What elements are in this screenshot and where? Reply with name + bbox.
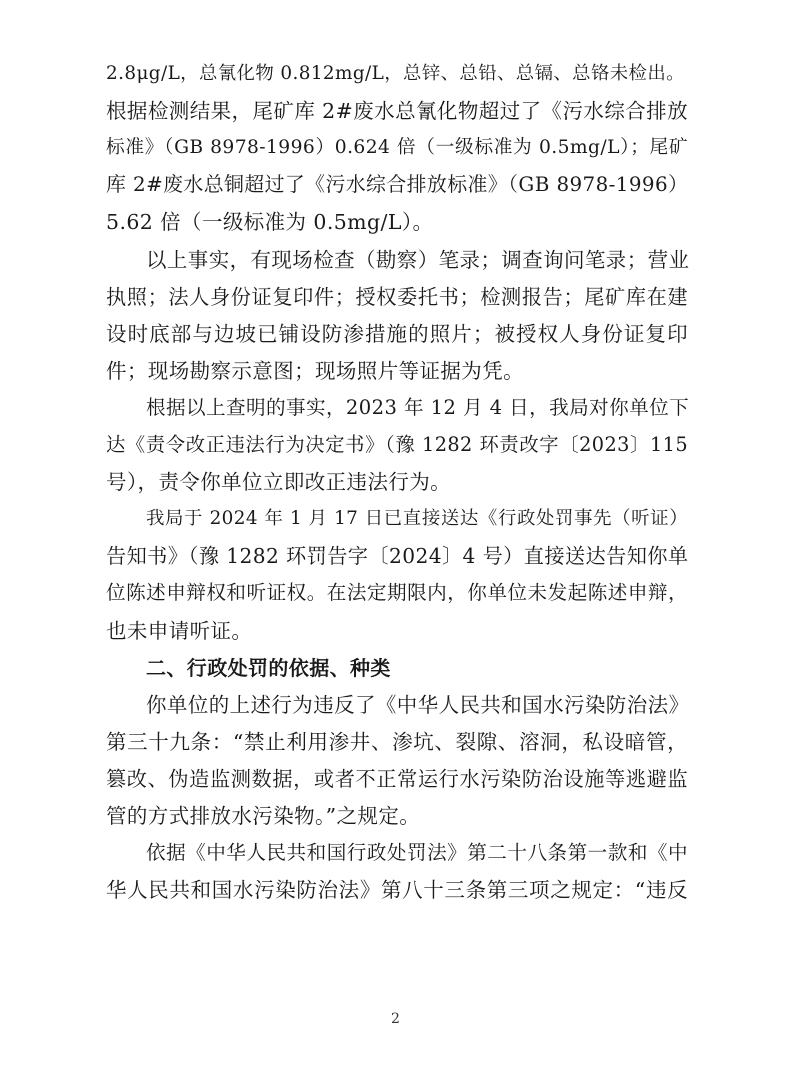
text-line: 篡改、伪造监测数据，或者不正常运行水污染防治设施等逃避监	[106, 766, 688, 791]
text-line: 根据检测结果，尾矿库 2#废水总氰化物超过了《污水综合排放	[106, 99, 688, 124]
text-line: 标准》（GB 8978-1996）0.624 倍（一级标准为 0.5mg/L）；尾矿	[106, 137, 688, 159]
text-line: 第三十九条：“禁止利用渗井、渗坑、裂隙、溶洞，私设暗管，	[106, 729, 688, 754]
text-line: 位陈述申辩权和听证权。在法定期限内，你单位未发起陈述申辩，	[106, 581, 688, 605]
text-line: 达《责令改正违法行为决定书》（豫 1282 环责改字〔2023〕115	[106, 433, 688, 456]
paragraph-first-line: 你单位的上述行为违反了《中华人民共和国水污染防治法》	[146, 692, 690, 717]
text-line: 执照；法人身份证复印件；授权委托书；检测报告；尾矿库在建	[106, 284, 688, 309]
paragraph-first-line: 根据以上查明的事实，2023 年 12 月 4 日，我局对你单位下	[146, 395, 690, 419]
paragraph-first-line: 我局于 2024 年 1 月 17 日已直接送达《行政处罚事先（听证）	[146, 508, 688, 530]
page-number: 2	[391, 1011, 400, 1027]
text-line: 华人民共和国水污染防治法》第八十三条第三项之规定：“违反	[106, 878, 688, 903]
text-line: 5.62 倍（一级标准为 0.5mg/L）。	[106, 210, 434, 235]
paragraph-first-line: 依据《中华人民共和国行政处罚法》第二十八条第一款和《中	[146, 841, 688, 865]
text-line: 2.8μg/L，总氰化物 0.812mg/L，总锌、总铅、总镉、总铬未检出。	[106, 63, 685, 84]
text-line: 件；现场勘察示意图；现场照片等证据为凭。	[106, 358, 524, 383]
text-line: 管的方式排放水污染物。”之规定。	[106, 804, 421, 828]
paragraph-first-line: 以上事实，有现场检查（勘察）笔录；调查询问笔录；营业	[146, 247, 690, 272]
section-heading: 二、行政处罚的依据、种类	[146, 655, 391, 680]
text-line: 也未申请听证。	[106, 618, 253, 643]
text-line: 设时底部与边坡已铺设防渗措施的照片；被授权人身份证复印	[106, 321, 688, 346]
text-line: 库 2#废水总铜超过了《污水综合排放标准》（GB 8978-1996）	[106, 173, 689, 197]
text-line: 号），责令你单位立即改正违法行为。	[106, 470, 452, 495]
text-line: 告知书》（豫 1282 环罚告字〔2024〕4 号）直接送达告知你单	[106, 544, 689, 569]
